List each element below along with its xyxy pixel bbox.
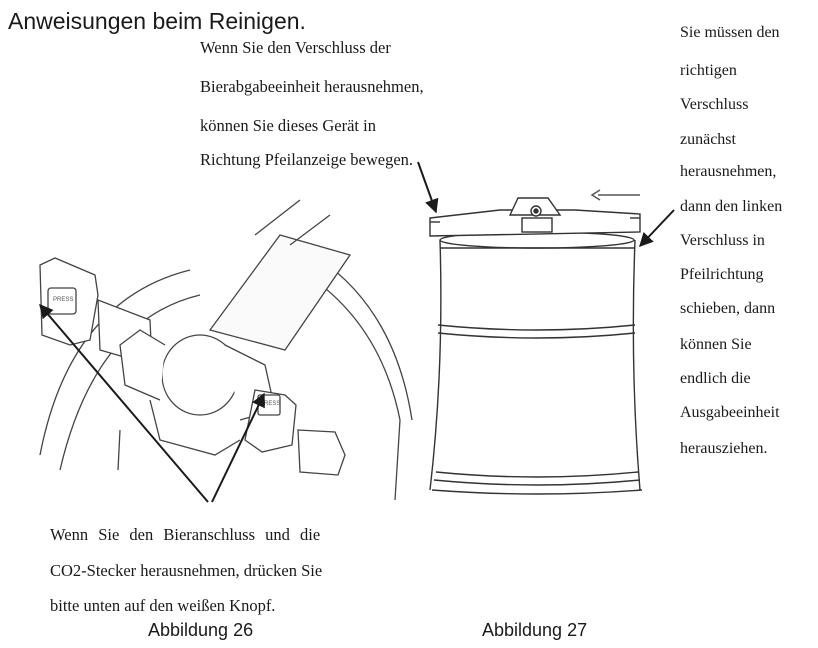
- bottom-instruction-line: bitte unten auf den weißen Knopf.: [50, 596, 276, 615]
- top-instruction-line: Bierabgabeeinheit herausnehmen,: [200, 77, 424, 96]
- side-instruction-line: Verschluss in: [680, 232, 765, 249]
- side-instruction-line: dann den linken: [680, 198, 783, 215]
- figure-27-caption: Abbildung 27: [482, 620, 588, 640]
- arrow-to-left-latch: [418, 162, 436, 212]
- side-instruction-line: Ausgabeeinheit: [680, 404, 780, 421]
- press-label-left: PRESS: [53, 297, 74, 303]
- side-instruction-line: Pfeilrichtung: [680, 266, 764, 283]
- bottom-instruction-line: Wenn Sie den Bieranschluss und die: [50, 525, 321, 544]
- press-label-right: PRESS: [260, 401, 281, 407]
- side-instruction-line: herausnehmen,: [680, 163, 777, 180]
- side-instruction-line: richtigen: [680, 62, 737, 79]
- top-instruction-line: Richtung Pfeilanzeige bewegen.: [200, 150, 414, 169]
- side-instruction-line: zunächst: [680, 131, 736, 148]
- side-instruction-line: können Sie: [680, 336, 752, 353]
- side-instruction-line: herausziehen.: [680, 440, 768, 457]
- figure-26-caption: Abbildung 26: [148, 620, 254, 640]
- side-instruction-line: schieben, dann: [680, 300, 776, 317]
- side-instruction-line: Verschluss: [680, 96, 749, 113]
- bottom-instruction-line: CO2-Stecker herausnehmen, drücken Sie: [50, 561, 323, 580]
- top-instruction-line: können Sie dieses Gerät in: [200, 116, 376, 135]
- top-instruction-line: Wenn Sie den Verschluss der: [200, 38, 391, 57]
- page-title: Anweisungen beim Reinigen.: [8, 8, 306, 34]
- side-instruction-line: endlich die: [680, 370, 751, 387]
- side-instruction-line: Sie müssen den: [680, 24, 780, 41]
- arrow-to-right-latch: [640, 210, 674, 246]
